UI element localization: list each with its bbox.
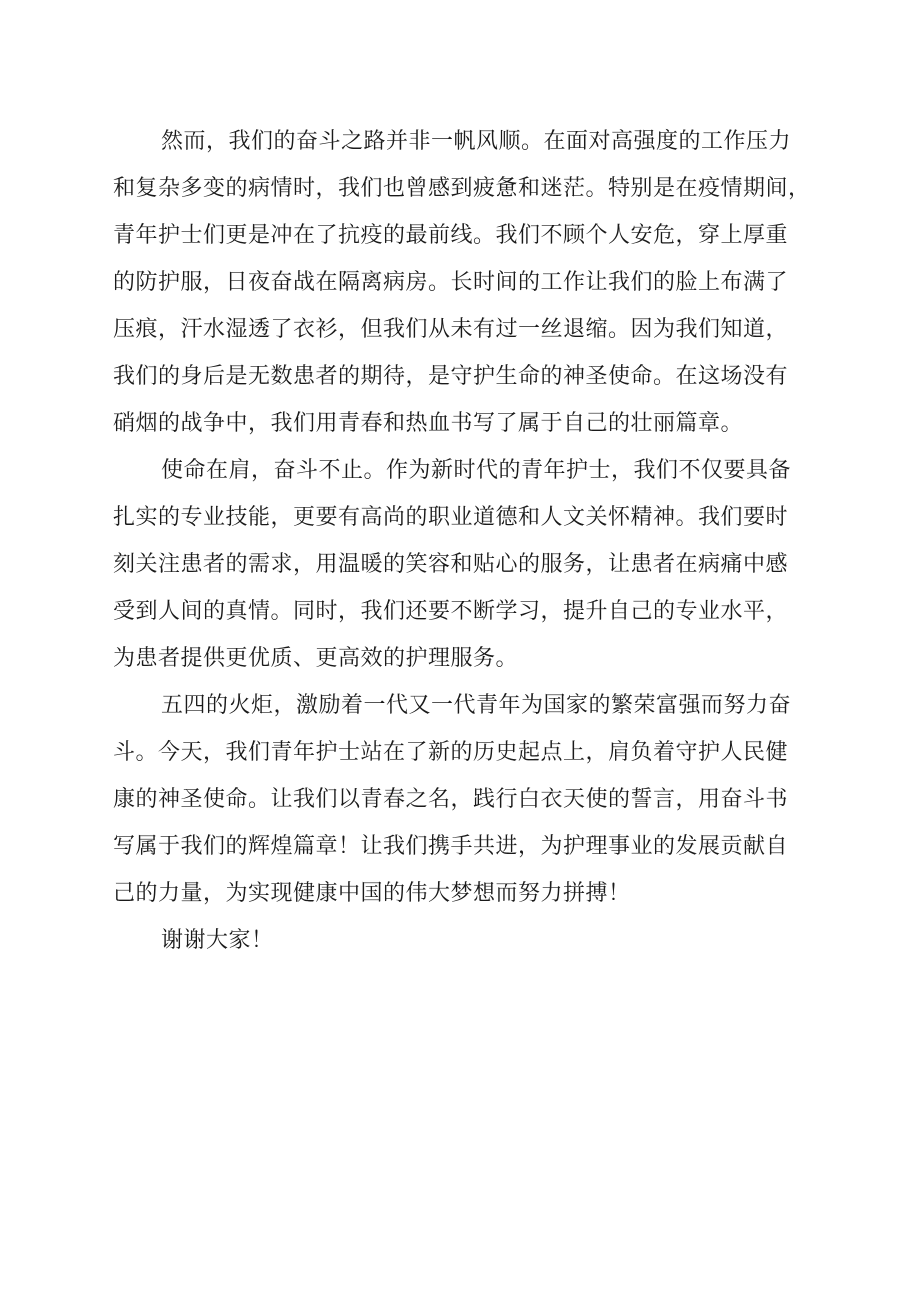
- paragraph-3: [113, 682, 818, 917]
- text-line: 受到人间的真情。同时，我们还要不断学习，提升自己的专业水平，: [113, 599, 789, 624]
- text-line: 扎实的专业技能，更要有高尚的职业道德和人文关怀精神。我们要时: [113, 505, 789, 530]
- text-line: 我们的身后是无数患者的期待，是守护生命的神圣使命。在这场没有: [113, 364, 789, 389]
- text-line: 五四的火炬，激励着一代又一代青年为国家的繁荣富强而努力奋: [161, 693, 792, 718]
- text-line: 硝烟的战争中，我们用青春和热血书写了属于自己的壮丽篇章。: [113, 411, 744, 436]
- closing-line: 谢谢大家！: [161, 928, 274, 953]
- text-line: 刻关注患者的需求，用温暖的笑容和贴心的服务，让患者在病痛中感: [113, 552, 789, 577]
- text-line: 压痕，汗水湿透了衣衫，但我们从未有过一丝退缩。因为我们知道，: [113, 317, 789, 342]
- text-line: 写属于我们的辉煌篇章！让我们携手共进，为护理事业的发展贡献自: [113, 834, 789, 859]
- closing-paragraph: [113, 917, 818, 964]
- text-line: 为患者提供更优质、更高效的护理服务。: [113, 646, 519, 671]
- text-line: 青年护士们更是冲在了抗疫的最前线。我们不顾个人安危，穿上厚重: [113, 223, 789, 248]
- paragraph-1: [113, 118, 818, 447]
- text-line: 斗。今天，我们青年护士站在了新的历史起点上，肩负着守护人民健: [113, 740, 789, 765]
- text-line: 然而，我们的奋斗之路并非一帆风顺。在面对高强度的工作压力: [161, 129, 792, 154]
- text-line: 的防护服，日夜奋战在隔离病房。长时间的工作让我们的脸上布满了: [113, 270, 789, 295]
- text-line: 己的力量，为实现健康中国的伟大梦想而努力拼搏！: [113, 881, 631, 906]
- paragraph-2: [113, 447, 818, 682]
- text-line: 康的神圣使命。让我们以青春之名，践行白衣天使的誓言，用奋斗书: [113, 787, 789, 812]
- text-line: 和复杂多变的病情时，我们也曾感到疲惫和迷茫。特别是在疫情期间，: [113, 176, 811, 201]
- document-body: [113, 118, 818, 964]
- text-line: 使命在肩，奋斗不止。作为新时代的青年护士，我们不仅要具备: [161, 458, 792, 483]
